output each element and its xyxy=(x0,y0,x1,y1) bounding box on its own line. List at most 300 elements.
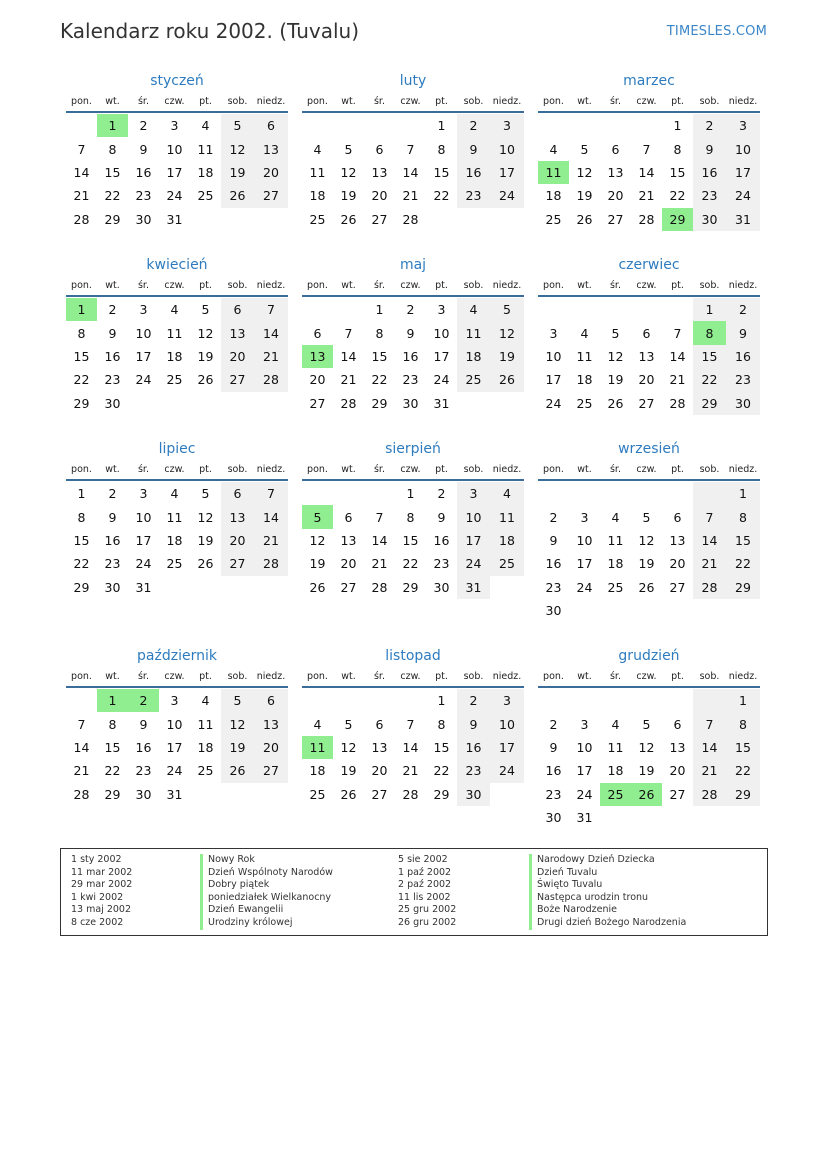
day-cell: 8 xyxy=(726,712,760,735)
weekday-label: wt. xyxy=(341,279,356,291)
day-cell: 18 xyxy=(490,529,524,552)
day-cell: 28 xyxy=(73,211,90,227)
day-cell: 3 xyxy=(170,118,179,134)
weekday-label: śr. xyxy=(137,670,149,682)
weekday-label: śr. xyxy=(373,670,385,682)
day-cell: 12 xyxy=(221,137,254,160)
day-cell: 17 xyxy=(135,348,152,364)
weekday-label: niedz. xyxy=(256,670,286,682)
day-cell: 1 xyxy=(726,689,760,712)
day-cell: 7 xyxy=(406,141,415,157)
empty-day-cell xyxy=(190,208,221,231)
weekday-label: śr. xyxy=(373,463,385,475)
day-cell: 23 xyxy=(457,184,490,207)
weekday-label: pon. xyxy=(307,279,328,291)
day-cell: 13 xyxy=(607,164,624,180)
weekday-header xyxy=(302,275,524,297)
day-cell: 6 xyxy=(673,716,682,732)
day-cell: 23 xyxy=(545,579,562,595)
day-cell: 26 xyxy=(576,211,593,227)
weekday-label: pon. xyxy=(307,95,328,107)
day-cell: 17 xyxy=(576,763,593,779)
day-cell: 10 xyxy=(457,505,490,528)
day-cell: 3 xyxy=(549,325,558,341)
day-cell: 17 xyxy=(490,161,524,184)
legend-date: 26 gru 2002 xyxy=(398,916,457,928)
day-cell: 19 xyxy=(490,345,524,368)
day-cell: 11 xyxy=(166,325,183,341)
weekday-label: wt. xyxy=(105,670,120,682)
empty-day-cell xyxy=(569,114,600,137)
day-cell: 17 xyxy=(166,739,183,755)
empty-day-cell xyxy=(726,806,760,829)
empty-day-cell xyxy=(490,208,524,231)
empty-day-cell xyxy=(631,114,662,137)
day-cell: 31 xyxy=(433,395,450,411)
empty-day-cell xyxy=(538,689,569,712)
day-cell: 25 xyxy=(197,188,214,204)
weekday-label: czw. xyxy=(164,95,185,107)
weekday-label: pon. xyxy=(307,463,328,475)
day-cell: 23 xyxy=(545,786,562,802)
month-name: maj xyxy=(399,257,427,273)
day-cell: 30 xyxy=(135,786,152,802)
empty-day-cell xyxy=(457,208,490,231)
empty-day-cell xyxy=(631,599,662,622)
day-cell: 29 xyxy=(693,392,726,415)
day-cell: 21 xyxy=(371,556,388,572)
day-cell: 3 xyxy=(139,486,148,502)
day-cell: 20 xyxy=(371,763,388,779)
day-cell: 23 xyxy=(457,759,490,782)
day-cell: 14 xyxy=(254,321,288,344)
day-cell: 29 xyxy=(726,783,760,806)
day-cell: 13 xyxy=(254,137,288,160)
empty-day-cell xyxy=(569,482,600,505)
day-cell: 10 xyxy=(166,141,183,157)
weekday-label: sob. xyxy=(699,670,720,682)
day-cell: 16 xyxy=(104,348,121,364)
day-cell: 10 xyxy=(545,348,562,364)
weekday-label: niedz. xyxy=(728,463,758,475)
day-cell: 7 xyxy=(673,325,682,341)
day-cell: 16 xyxy=(693,161,726,184)
day-cell: 7 xyxy=(344,325,353,341)
weekday-label: wt. xyxy=(341,670,356,682)
day-cell: 5 xyxy=(611,325,620,341)
day-cell: 31 xyxy=(726,208,760,231)
holiday-day-cell: 1 xyxy=(97,689,128,712)
legend-date: 11 lis 2002 xyxy=(398,891,451,903)
day-cell: 5 xyxy=(580,141,589,157)
weekday-header xyxy=(538,91,760,113)
day-cell: 24 xyxy=(457,552,490,575)
empty-day-cell xyxy=(600,114,631,137)
month-name: sierpień xyxy=(385,441,441,457)
day-cell: 15 xyxy=(371,348,388,364)
day-cell: 31 xyxy=(166,211,183,227)
empty-day-cell xyxy=(364,114,395,137)
day-cell: 13 xyxy=(221,321,254,344)
weekday-label: wt. xyxy=(341,95,356,107)
empty-day-cell xyxy=(221,208,254,231)
day-cell: 17 xyxy=(433,348,450,364)
day-cell: 12 xyxy=(638,739,655,755)
empty-day-cell xyxy=(254,576,288,599)
day-cell: 6 xyxy=(375,141,384,157)
weekday-label: czw. xyxy=(636,95,657,107)
day-cell: 21 xyxy=(669,372,686,388)
day-cell: 2 xyxy=(457,114,490,137)
weekday-label: sob. xyxy=(699,463,720,475)
empty-day-cell xyxy=(66,114,97,137)
day-cell: 11 xyxy=(457,321,490,344)
day-cell: 21 xyxy=(73,188,90,204)
day-cell: 30 xyxy=(135,211,152,227)
day-cell: 1 xyxy=(437,693,446,709)
legend-date: 29 mar 2002 xyxy=(71,879,133,891)
month-name: wrzesień xyxy=(618,441,680,457)
empty-day-cell xyxy=(569,689,600,712)
day-cell: 8 xyxy=(673,141,682,157)
day-cell: 2 xyxy=(549,716,558,732)
day-cell: 4 xyxy=(170,486,179,502)
day-cell: 1 xyxy=(437,118,446,134)
weekday-label: śr. xyxy=(609,463,621,475)
day-cell: 30 xyxy=(693,208,726,231)
empty-day-cell xyxy=(221,392,254,415)
weekday-label: wt. xyxy=(105,95,120,107)
day-cell: 20 xyxy=(669,556,686,572)
day-cell: 5 xyxy=(642,716,651,732)
day-cell: 7 xyxy=(406,716,415,732)
legend-holiday-name: Drugi dzień Bożego Narodzenia xyxy=(529,917,686,930)
month-name: grudzień xyxy=(618,648,680,664)
day-cell: 4 xyxy=(201,118,210,134)
weekday-label: sob. xyxy=(227,463,248,475)
empty-day-cell xyxy=(159,392,190,415)
empty-day-cell xyxy=(662,806,693,829)
empty-day-cell xyxy=(569,599,600,622)
empty-day-cell xyxy=(631,689,662,712)
weekday-header xyxy=(66,91,288,113)
weekday-label: śr. xyxy=(373,95,385,107)
weekday-label: pon. xyxy=(543,95,564,107)
empty-day-cell xyxy=(693,599,726,622)
day-cell: 7 xyxy=(254,298,288,321)
day-cell: 11 xyxy=(490,505,524,528)
day-cell: 30 xyxy=(104,395,121,411)
day-cell: 18 xyxy=(607,763,624,779)
day-cell: 26 xyxy=(607,395,624,411)
day-cell: 14 xyxy=(693,736,726,759)
day-cell: 24 xyxy=(576,786,593,802)
day-grid xyxy=(538,114,760,231)
day-cell: 12 xyxy=(340,739,357,755)
weekday-label: wt. xyxy=(577,463,592,475)
empty-day-cell xyxy=(662,482,693,505)
weekday-label: sob. xyxy=(699,279,720,291)
day-cell: 6 xyxy=(611,141,620,157)
day-cell: 19 xyxy=(340,763,357,779)
day-cell: 2 xyxy=(457,689,490,712)
day-cell: 19 xyxy=(221,161,254,184)
day-cell: 11 xyxy=(309,164,326,180)
legend-holiday-name: Dobry piątek xyxy=(200,879,333,892)
day-cell: 24 xyxy=(135,372,152,388)
day-cell: 9 xyxy=(693,137,726,160)
day-cell: 15 xyxy=(669,164,686,180)
day-cell: 7 xyxy=(375,509,384,525)
empty-day-cell xyxy=(490,783,524,806)
day-cell: 30 xyxy=(457,783,490,806)
day-cell: 25 xyxy=(607,579,624,595)
day-cell: 18 xyxy=(607,556,624,572)
weekday-label: pt. xyxy=(199,95,212,107)
empty-day-cell xyxy=(726,599,760,622)
day-cell: 20 xyxy=(340,556,357,572)
day-cell: 12 xyxy=(576,164,593,180)
day-grid xyxy=(538,298,760,415)
day-cell: 22 xyxy=(726,552,760,575)
day-cell: 30 xyxy=(726,392,760,415)
day-cell: 22 xyxy=(433,763,450,779)
day-cell: 14 xyxy=(340,348,357,364)
empty-day-cell xyxy=(364,482,395,505)
day-cell: 24 xyxy=(433,372,450,388)
month-name: październik xyxy=(137,648,217,664)
day-cell: 26 xyxy=(638,579,655,595)
weekday-label: czw. xyxy=(400,279,421,291)
day-cell: 28 xyxy=(340,395,357,411)
weekday-label: pt. xyxy=(435,463,448,475)
day-grid xyxy=(66,482,288,599)
day-cell: 8 xyxy=(108,716,117,732)
weekday-label: pon. xyxy=(71,670,92,682)
day-cell: 28 xyxy=(402,211,419,227)
weekday-label: pon. xyxy=(307,670,328,682)
empty-day-cell xyxy=(600,482,631,505)
day-cell: 29 xyxy=(73,579,90,595)
legend-dates-left xyxy=(71,854,132,930)
month-name: kwiecień xyxy=(146,257,208,273)
day-cell: 20 xyxy=(607,188,624,204)
weekday-label: śr. xyxy=(137,279,149,291)
weekday-label: śr. xyxy=(609,670,621,682)
day-cell: 26 xyxy=(340,211,357,227)
day-cell: 19 xyxy=(638,556,655,572)
day-cell: 1 xyxy=(77,486,86,502)
day-cell: 15 xyxy=(104,164,121,180)
legend-names-left xyxy=(200,854,333,930)
day-cell: 8 xyxy=(77,325,86,341)
day-cell: 25 xyxy=(576,395,593,411)
weekday-label: niedz. xyxy=(492,463,522,475)
holiday-day-cell: 11 xyxy=(302,736,333,759)
weekday-label: czw. xyxy=(164,463,185,475)
day-cell: 17 xyxy=(490,736,524,759)
day-cell: 26 xyxy=(197,556,214,572)
day-cell: 18 xyxy=(309,763,326,779)
day-cell: 29 xyxy=(726,576,760,599)
day-cell: 16 xyxy=(457,736,490,759)
day-cell: 15 xyxy=(693,345,726,368)
weekday-header xyxy=(538,459,760,481)
weekday-label: czw. xyxy=(400,463,421,475)
weekday-label: sob. xyxy=(227,279,248,291)
weekday-label: sob. xyxy=(227,670,248,682)
day-cell: 18 xyxy=(545,188,562,204)
legend-date: 25 gru 2002 xyxy=(398,904,457,916)
weekday-label: czw. xyxy=(400,670,421,682)
day-cell: 5 xyxy=(221,689,254,712)
day-cell: 22 xyxy=(371,372,388,388)
day-cell: 19 xyxy=(340,188,357,204)
day-cell: 25 xyxy=(309,211,326,227)
holiday-day-cell: 11 xyxy=(538,161,569,184)
day-cell: 10 xyxy=(166,716,183,732)
day-cell: 4 xyxy=(201,693,210,709)
weekday-label: sob. xyxy=(463,463,484,475)
day-grid xyxy=(538,482,760,622)
empty-day-cell xyxy=(662,689,693,712)
day-cell: 9 xyxy=(108,325,117,341)
day-cell: 19 xyxy=(197,532,214,548)
month-1 xyxy=(66,68,288,231)
day-cell: 6 xyxy=(221,482,254,505)
legend-holiday-name: Dzień Tuvalu xyxy=(529,867,686,880)
empty-day-cell xyxy=(221,783,254,806)
legend-holiday-name: Urodziny królowej xyxy=(200,917,333,930)
empty-day-cell xyxy=(302,689,333,712)
day-cell: 29 xyxy=(433,786,450,802)
legend-date: 11 mar 2002 xyxy=(71,866,133,878)
legend-date: 1 paź 2002 xyxy=(398,866,452,878)
day-cell: 30 xyxy=(402,395,419,411)
day-cell: 4 xyxy=(457,298,490,321)
brand-link[interactable]: TIMESLES.COM xyxy=(666,24,767,39)
day-cell: 20 xyxy=(254,161,288,184)
empty-day-cell xyxy=(395,689,426,712)
empty-day-cell xyxy=(333,482,364,505)
day-cell: 5 xyxy=(201,486,210,502)
holiday-day-cell: 26 xyxy=(631,783,662,806)
day-cell: 11 xyxy=(607,739,624,755)
day-cell: 15 xyxy=(726,529,760,552)
day-cell: 15 xyxy=(104,739,121,755)
day-cell: 8 xyxy=(108,141,117,157)
holiday-day-cell: 13 xyxy=(302,345,333,368)
day-cell: 4 xyxy=(490,482,524,505)
weekday-header xyxy=(538,275,760,297)
day-cell: 24 xyxy=(166,188,183,204)
day-cell: 27 xyxy=(254,759,288,782)
holiday-day-cell: 25 xyxy=(600,783,631,806)
weekday-label: śr. xyxy=(609,95,621,107)
day-grid xyxy=(302,114,524,231)
empty-day-cell xyxy=(490,392,524,415)
day-cell: 16 xyxy=(457,161,490,184)
weekday-label: pt. xyxy=(435,670,448,682)
day-cell: 28 xyxy=(693,576,726,599)
empty-day-cell xyxy=(190,392,221,415)
empty-day-cell xyxy=(190,576,221,599)
empty-day-cell xyxy=(538,114,569,137)
day-cell: 20 xyxy=(254,736,288,759)
day-cell: 26 xyxy=(221,184,254,207)
day-cell: 27 xyxy=(340,579,357,595)
day-cell: 6 xyxy=(221,298,254,321)
day-cell: 10 xyxy=(135,325,152,341)
day-cell: 8 xyxy=(437,141,446,157)
day-cell: 30 xyxy=(545,810,562,826)
month-7 xyxy=(66,436,288,599)
month-11 xyxy=(302,643,524,806)
weekday-header xyxy=(302,666,524,688)
holiday-legend xyxy=(60,848,768,936)
empty-day-cell xyxy=(66,689,97,712)
day-cell: 7 xyxy=(642,141,651,157)
legend-holiday-name: Dzień Ewangelii xyxy=(200,904,333,917)
day-cell: 2 xyxy=(406,302,415,318)
day-cell: 9 xyxy=(457,137,490,160)
day-cell: 22 xyxy=(104,188,121,204)
day-cell: 29 xyxy=(104,211,121,227)
day-cell: 23 xyxy=(433,556,450,572)
day-cell: 6 xyxy=(673,509,682,525)
day-cell: 21 xyxy=(402,188,419,204)
day-cell: 11 xyxy=(166,509,183,525)
empty-day-cell xyxy=(569,298,600,321)
month-2 xyxy=(302,68,524,231)
day-cell: 23 xyxy=(104,556,121,572)
day-cell: 24 xyxy=(490,184,524,207)
weekday-label: pon. xyxy=(543,463,564,475)
day-cell: 26 xyxy=(309,579,326,595)
legend-date: 8 cze 2002 xyxy=(71,916,124,928)
day-cell: 2 xyxy=(108,302,117,318)
day-cell: 19 xyxy=(607,372,624,388)
day-cell: 3 xyxy=(437,302,446,318)
empty-day-cell xyxy=(600,689,631,712)
day-cell: 19 xyxy=(638,763,655,779)
day-cell: 12 xyxy=(340,164,357,180)
day-cell: 17 xyxy=(457,529,490,552)
empty-day-cell xyxy=(221,576,254,599)
day-cell: 21 xyxy=(340,372,357,388)
day-cell: 17 xyxy=(545,372,562,388)
legend-holiday-name: Dzień Wspólnoty Narodów xyxy=(200,867,333,880)
day-cell: 9 xyxy=(726,321,760,344)
day-cell: 28 xyxy=(371,579,388,595)
day-cell: 1 xyxy=(726,482,760,505)
day-cell: 13 xyxy=(254,712,288,735)
empty-day-cell xyxy=(631,298,662,321)
day-cell: 20 xyxy=(669,763,686,779)
day-cell: 5 xyxy=(344,716,353,732)
day-grid xyxy=(302,689,524,806)
weekday-label: wt. xyxy=(105,463,120,475)
day-cell: 22 xyxy=(73,372,90,388)
month-8 xyxy=(302,436,524,599)
day-cell: 10 xyxy=(490,712,524,735)
empty-day-cell xyxy=(693,482,726,505)
day-cell: 14 xyxy=(254,505,288,528)
legend-date: 13 maj 2002 xyxy=(71,904,132,916)
weekday-label: czw. xyxy=(636,463,657,475)
empty-day-cell xyxy=(364,689,395,712)
empty-day-cell xyxy=(693,806,726,829)
